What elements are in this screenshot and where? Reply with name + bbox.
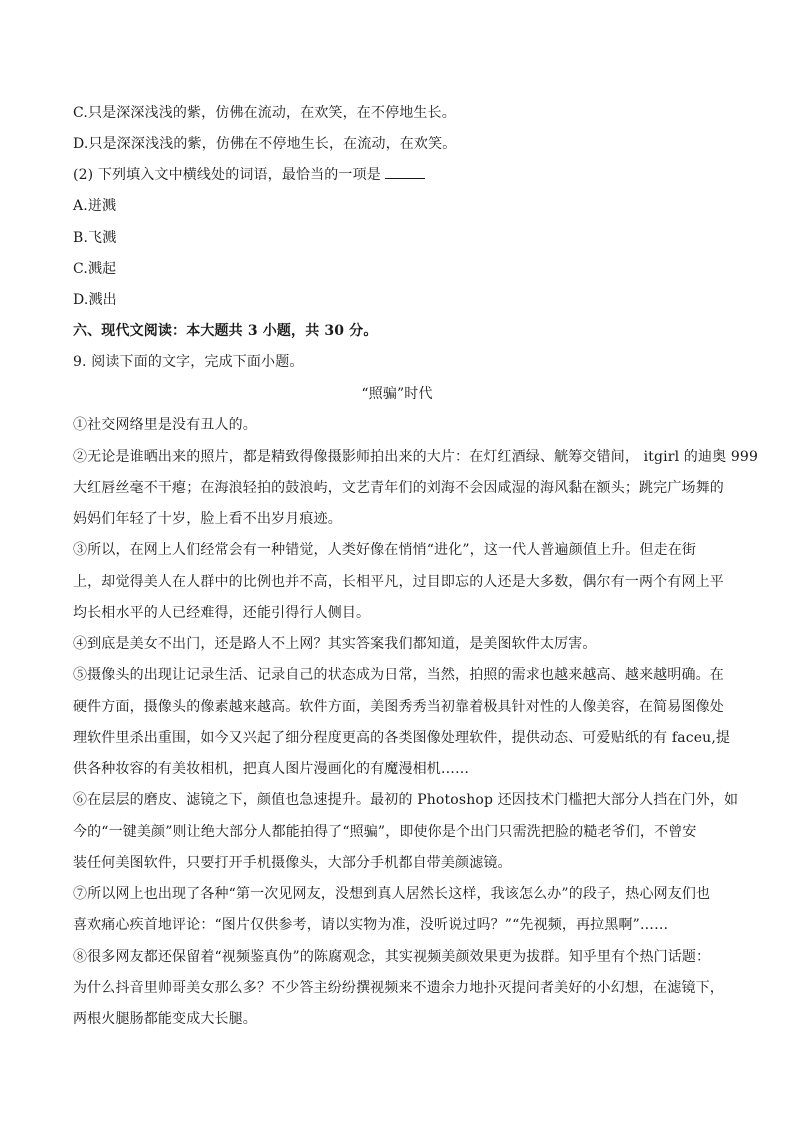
article-line: ⑦所以网上也出现了各种“第一次见网友，没想到真人居然长这样，我该怎么办”的段子，热心网友们也	[73, 886, 711, 902]
article-line: 均长相水平的人已经难得，还能引得行人侧目。	[73, 605, 371, 621]
option-b-q2: B.飞溅	[73, 230, 117, 246]
article-line: ①社交网络里是没有丑人的。	[73, 417, 257, 433]
article-line: ④到底是美女不出门，还是路人不上网？其实答案我们都知道，是美图软件太厉害。	[73, 636, 597, 652]
article-line: 今的“一键美颜”则让绝大部分人都能拍得了“照骗”，即使你是个出门只需洗把脸的糙老爷们，不曾安	[73, 824, 697, 840]
article-line: ③所以，在网上人们经常会有一种错觉，人类好像在悄悄“进化”，这一代人普遍颜值上升。但走在街	[73, 542, 697, 558]
article-line: 喜欢痛心疾首地评论：“图片仅供参考，请以实物为准，没听说过吗？”“先视频，再拉黑啊”……	[73, 917, 669, 933]
option-a-q2: A.迸溅	[73, 198, 117, 214]
article-line: ⑤摄像头的出现让记录生活、记录自己的状态成为日常，当然，拍照的需求也越来越高、越来越明确。在	[73, 667, 724, 683]
article-line: 上，却觉得美人在人群中的比例也并不高，长相平凡，过目即忘的人还是大多数，偶尔有一两个有网上平	[73, 574, 724, 590]
article-line: 供各种妆容的有美妆相机，把真人图片漫画化的有魔漫相机……	[73, 761, 470, 777]
article-line: 妈妈们年轻了十岁，脸上看不出岁月痕迹。	[73, 511, 342, 527]
article-line: 大红唇丝毫不干瘪；在海浪轻拍的鼓浪屿，文艺青年们的刘海不会因咸湿的海风黏在额头；跳完广场舞的	[73, 480, 724, 496]
option-d-q2: D.溅出	[73, 292, 117, 308]
article-line: ②无论是谁晒出来的照片，都是精致得像摄影师拍出来的大片：在灯红酒绿、觥筹交错间， itgirl 的迪奥 999	[73, 449, 759, 465]
article-line: 理软件里杀出重围，如今又兴起了细分程度更高的各类图像处理软件，提供动态、可爱贴纸的有 faceu,提	[73, 730, 731, 746]
article-title: “照骗”时代	[361, 386, 433, 402]
answer-blank	[385, 164, 425, 179]
article-line: 硬件方面，摄像头的像素越来越高。软件方面，美图秀秀当初靠着极具针对性的人像美容，在简易图像处	[73, 699, 724, 715]
option-c-q1: C.只是深深浅浅的紫，仿佛在流动，在欢笑，在不停地生长。	[73, 105, 456, 121]
question-2-stem-text: (2) 下列填入文中横线处的词语，最恰当的一项是	[73, 167, 381, 183]
article-line: 两根火腿肠都能变成大长腿。	[73, 1011, 257, 1027]
article-line: ⑥在层层的磨皮、滤镜之下，颜值也急速提升。最初的 Photoshop 还因技术门槛把大部分人挡在门外，如	[73, 792, 739, 808]
question-9-prompt: 9. 阅读下面的文字，完成下面小题。	[73, 354, 304, 370]
option-d-q1: D.只是深深浅浅的紫，仿佛在不停地生长，在流动，在欢笑。	[73, 136, 457, 152]
question-2-stem	[73, 164, 723, 185]
article-line: ⑧很多网友都还保留着“视频鉴真伪”的陈腐观念，其实视频美颜效果更为拔群。知乎里有个热门话题：	[73, 949, 711, 965]
article-line: 装任何美图软件，只要打开手机摄像头，大部分手机都自带美颜滤镜。	[73, 855, 512, 871]
article-line: 为什么抖音里帅哥美女那么多？不少答主纷纷撰视频来不遗余力地扑灭提问者美好的小幻想，在滤镜下，	[73, 980, 724, 996]
option-c-q2: C.溅起	[73, 261, 117, 277]
section-6-heading: 六、现代文阅读：本大题共 3 小题，共 30 分。	[73, 323, 378, 339]
